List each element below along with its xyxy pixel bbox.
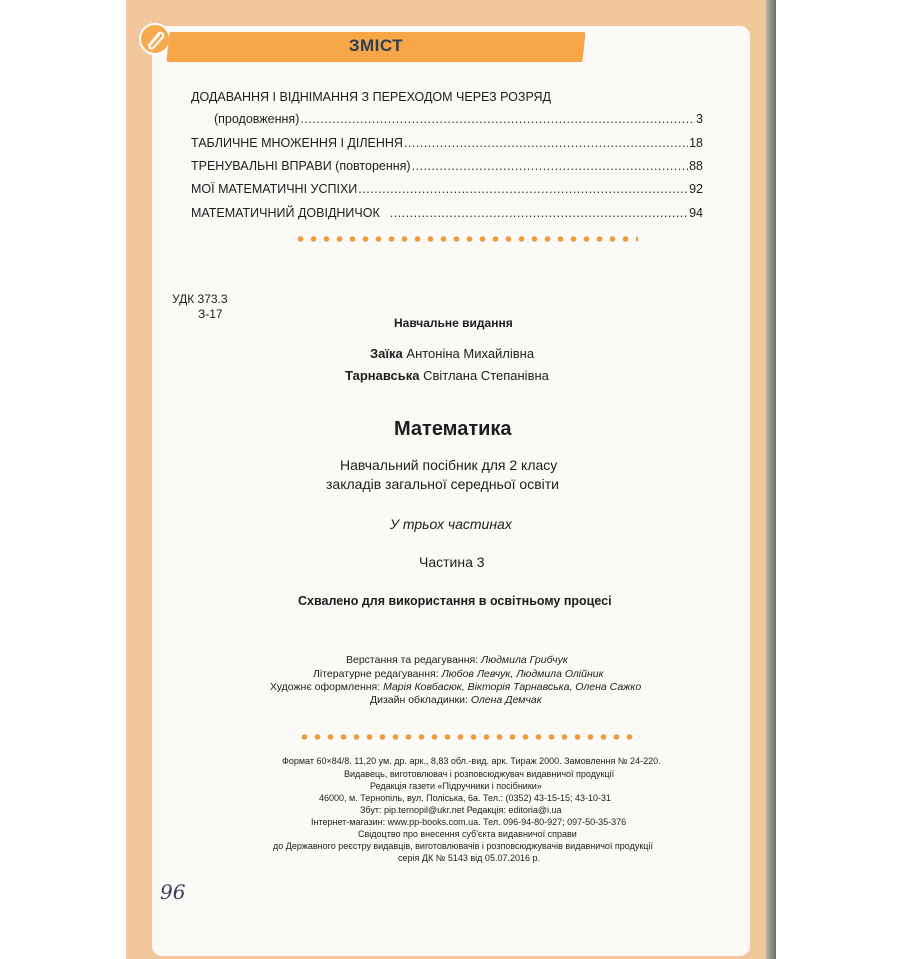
credit-literary (313, 668, 604, 680)
toc-entry-4[interactable] (191, 182, 703, 196)
udk-code: УДК 373.3 (172, 292, 228, 306)
edition-type: Навчальне видання (394, 316, 513, 330)
approval-note: Схвалено для використання в освітньому процесі (298, 594, 612, 608)
credit-role: Художнє оформлення: (270, 681, 384, 693)
toc-entry-3-page: 88 (689, 159, 703, 173)
author-1-name: Антоніна Михайлівна (402, 346, 535, 361)
credit-cover (370, 694, 542, 706)
imprint-line-6: Інтернет-магазин: www.pp-books.com.ua. Тел. 096-94-80-927; 097-50-35-376 (311, 817, 627, 827)
credit-art (270, 681, 641, 693)
imprint-line-7: Свідоцтво про внесення суб'єкта видавничої справи (358, 829, 577, 839)
toc-entry-3-suffix: (повторення) (331, 159, 411, 173)
toc-entry-1-page: 3 (696, 112, 703, 126)
imprint-line-8: до Державного реєстру видавців, виготовлювачів і розповсюджувачів видавничої продукції (273, 841, 653, 851)
credit-role: Верстання та редагування: (346, 654, 482, 666)
toc-entry-1-title: ДОДАВАННЯ І ВІДНІМАННЯ З ПЕРЕХОДОМ ЧЕРЕЗ РОЗРЯД (191, 90, 552, 104)
handwritten-page-number: 96 (160, 880, 186, 904)
credit-people: Марія Ковбасюк, Вікторія Тарнавська, Олена Сажко (383, 681, 642, 693)
author-1-surname: Заїка (370, 346, 403, 361)
toc-entry-4-page: 92 (689, 182, 703, 196)
author-2-name: Світлана Степанівна (419, 368, 549, 383)
toc-entry-5[interactable] (191, 206, 703, 220)
toc-entry-2-title: ТАБЛИЧНЕ МНОЖЕННЯ І ДІЛЕННЯ (191, 136, 403, 150)
imprint-line-1: Формат 60×84/8. 11,20 ум. др. арк., 8,83 обл.-вид. арк. Тираж 2000. Замовлення № 24-220. (282, 756, 661, 766)
catalog-code: З-17 (198, 307, 223, 321)
toc-leader (412, 159, 689, 173)
credit-role: Дизайн обкладинки: (370, 694, 471, 706)
book-title: Математика (394, 418, 512, 440)
book-parts: У трьох частинах (390, 516, 512, 532)
toc-entry-3[interactable] (191, 159, 703, 173)
toc-entry-1[interactable] (191, 112, 703, 126)
toc-entry-1-subtitle: (продовження) (214, 112, 300, 126)
toc-entry-3-title: ТРЕНУВАЛЬНІ ВПРАВИ (191, 159, 332, 173)
toc-leader (404, 136, 688, 150)
book-subtitle-1: Навчальний посібник для 2 класу (340, 457, 558, 473)
imprint-line-2: Видавець, виготовлювач і розповсюджувач видавничої продукції (344, 769, 615, 779)
imprint-line-9: серія ДК № 5143 від 05.07.2016 р. (398, 853, 540, 863)
imprint-line-4: 46000, м. Тернопіль, вул. Поліська, 6а. Тел.: (0352) 43-15-15; 43-10-31 (319, 793, 612, 803)
credit-people: Олена Демчак (470, 694, 542, 706)
book-part: Частина 3 (419, 554, 485, 570)
dotted-divider (298, 732, 640, 742)
credit-people: Любов Левчук, Людмила Олійник (441, 668, 604, 680)
author-2-surname: Тарнавська (345, 368, 420, 383)
toc-entry-2-page: 18 (689, 136, 703, 150)
dotted-divider (294, 234, 638, 244)
toc-leader (358, 182, 688, 196)
toc-entry-2[interactable] (191, 136, 703, 150)
credit-layout (346, 654, 568, 666)
toc-leader (300, 112, 695, 126)
toc-leader (390, 206, 688, 220)
book-subtitle-2: закладів загальної середньої освіти (326, 476, 559, 492)
toc-entry-5-title: МАТЕМАТИЧНИЙ ДОВІДНИЧОК (191, 206, 380, 220)
author-2 (345, 368, 549, 383)
credit-role: Літературне редагування: (313, 668, 442, 680)
toc-entry-4-title: МОЇ МАТЕМАТИЧНІ УСПІХИ (191, 182, 358, 196)
credit-people: Людмила Грибчук (481, 654, 568, 666)
toc-entry-5-page: 94 (689, 206, 703, 220)
book-binding-edge (766, 0, 776, 959)
imprint-line-3: Редакція газети «Підручники і посібники» (370, 781, 542, 791)
toc-title: ЗМІСТ (348, 36, 404, 55)
imprint-line-5: Збут: pip.ternopil@ukr.net Редакція: editoria@i.ua (360, 805, 562, 815)
author-1 (370, 346, 534, 361)
